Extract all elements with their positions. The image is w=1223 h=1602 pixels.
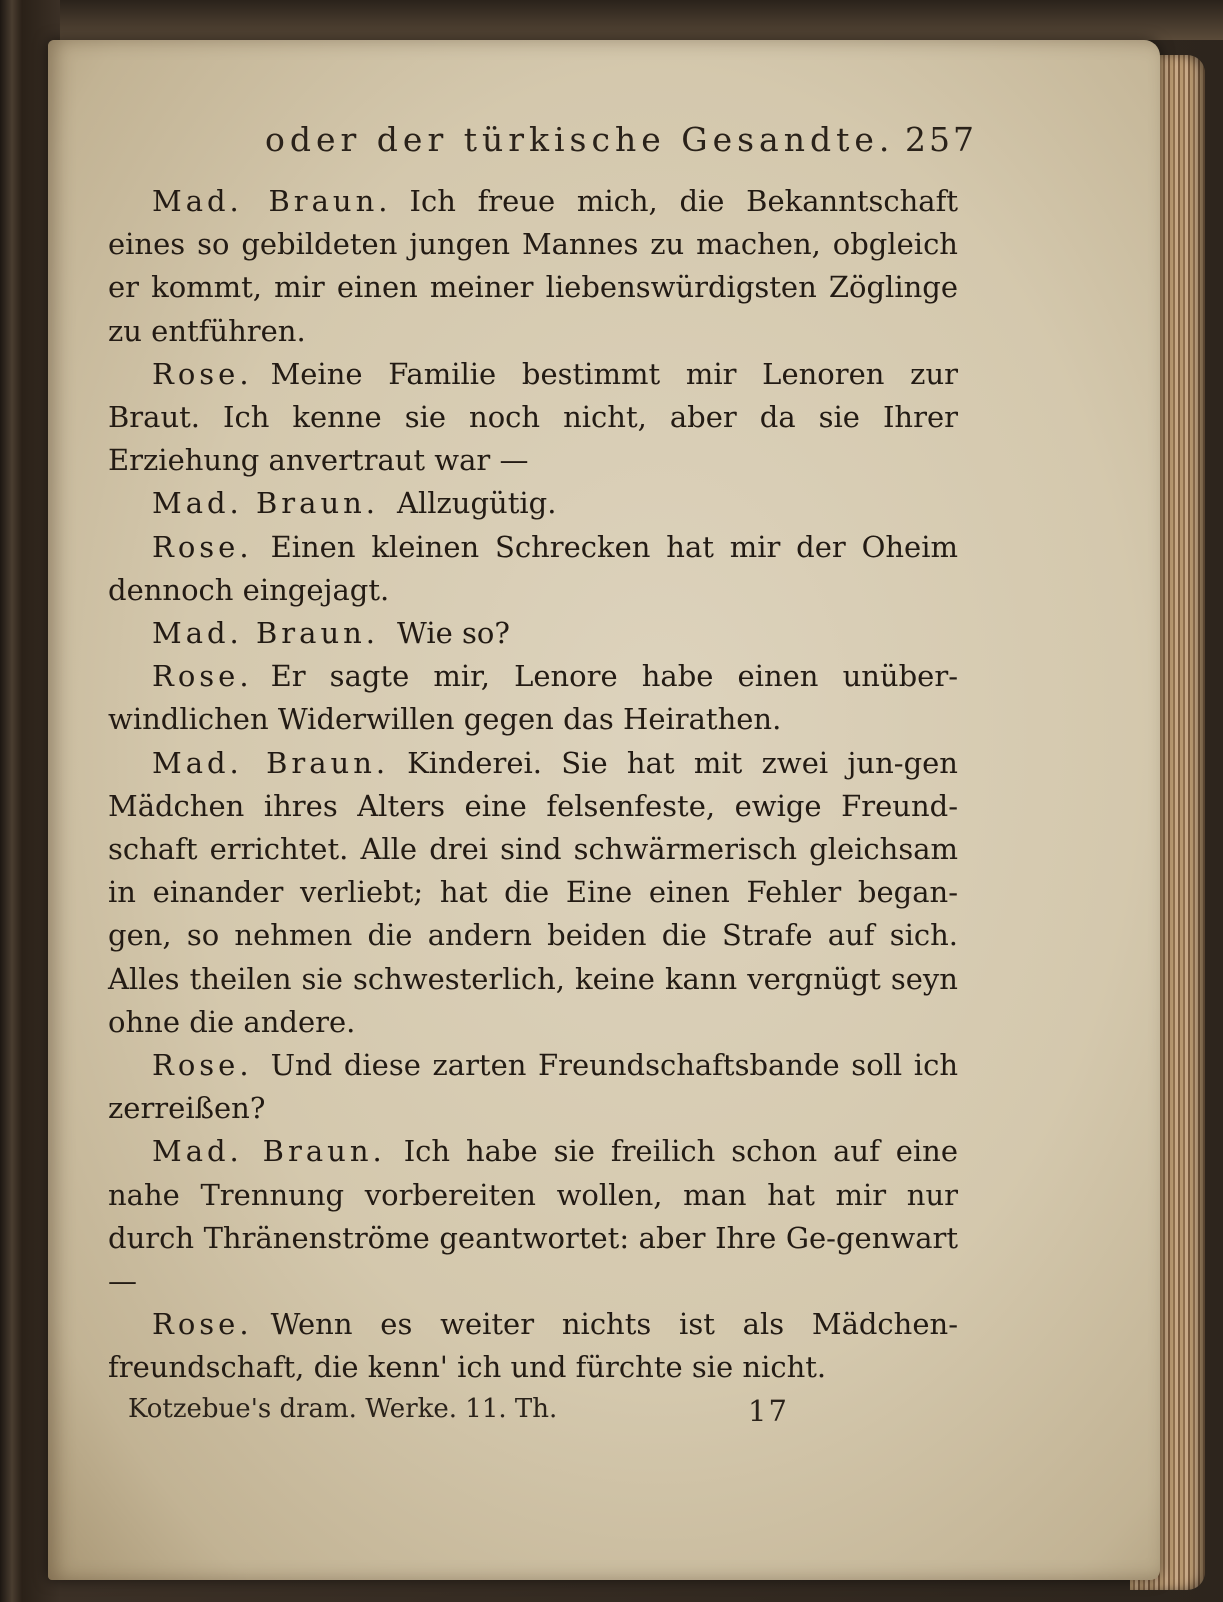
dialogue-line: Ich freue mich, die Bekanntschaft eines so gebildeten jungen Mannes zu machen, obgleich er kommt, mir einen meiner liebenswürdigsten Zöglinge zu entführen.: [108, 184, 958, 348]
dialogue-line: Meine Familie bestimmt mir Lenoren zur Braut. Ich kenne sie noch nicht, aber da sie Ihrer Erziehung anvertraut war —: [108, 356, 958, 478]
dialogue-paragraph: [108, 742, 958, 1044]
dialogue-paragraph: [108, 1130, 958, 1303]
dialogue-paragraph: [108, 526, 958, 612]
dialogue-paragraph: [108, 1044, 958, 1130]
dialogue-line: Einen kleinen Schrecken hat mir der Oheim dennoch eingejagt.: [108, 529, 958, 607]
dialogue-line: Wie so?: [397, 616, 510, 651]
running-title: oder der türkische Gesandte.: [265, 120, 895, 159]
page-number: 257: [905, 120, 977, 159]
dialogue-line: Er sagte mir, Lenore habe einen unüber-windlichen Widerwillen gegen das Heirathen.: [108, 659, 958, 737]
dialogue-line: Ich habe sie freilich schon auf eine nahe Trennung vorbereiten wollen, man hat mir nur durch Thränenströme geantwortet: aber Ihre Ge-genwart —: [108, 1134, 958, 1299]
dialogue-paragraph: [108, 180, 958, 353]
dialogue-paragraph: [108, 353, 958, 483]
dialogue-line: Und diese zarten Freundschaftsbande soll ich zerreißen?: [108, 1048, 958, 1126]
dialogue-paragraph: [108, 1303, 958, 1389]
dialogue-line: Allzugütig.: [397, 486, 557, 521]
speaker-name: Mad. Braun.: [152, 486, 380, 521]
speaker-name: Rose.: [152, 1048, 253, 1083]
speaker-name: Rose.: [152, 529, 253, 564]
speaker-name: Mad. Braun.: [152, 184, 392, 218]
dialogue-line: Wenn es weiter nichts ist als Mädchen-freundschaft, die kenn' ich und fürchte sie nicht.: [108, 1307, 958, 1385]
speaker-name: Rose.: [152, 1307, 253, 1342]
speaker-name: Mad. Braun.: [152, 745, 390, 780]
book-cover-edge: [60, 0, 1223, 40]
dialogue-line: Kinderei. Sie hat mit zwei jun-gen Mädchen ihres Alters eine felsenfeste, ewige Freund-schaft errichtet. Alle drei sind schwärmerisch gleichsam in einander verliebt; hat die Eine einen Fehler began-gen, so nehmen die andern beiden die Strafe auf sich. Alles theilen sie schwesterlich, keine kann vergnügt seyn ohne die andere.: [108, 745, 958, 1039]
page-footer: [128, 1394, 868, 1434]
imprint-note: Kotzebue's dram. Werke. 11. Th.: [128, 1394, 558, 1424]
speaker-name: Mad. Braun.: [152, 616, 380, 651]
signature-mark: 17: [748, 1394, 789, 1428]
dialogue-paragraph: [108, 482, 958, 525]
dialogue-text: [108, 180, 958, 1390]
dialogue-paragraph: [108, 612, 958, 655]
dialogue-paragraph: [108, 655, 958, 741]
speaker-name: Mad. Braun.: [152, 1134, 386, 1169]
speaker-name: Rose.: [152, 356, 253, 391]
page-header: [217, 120, 977, 170]
speaker-name: Rose.: [152, 659, 253, 694]
